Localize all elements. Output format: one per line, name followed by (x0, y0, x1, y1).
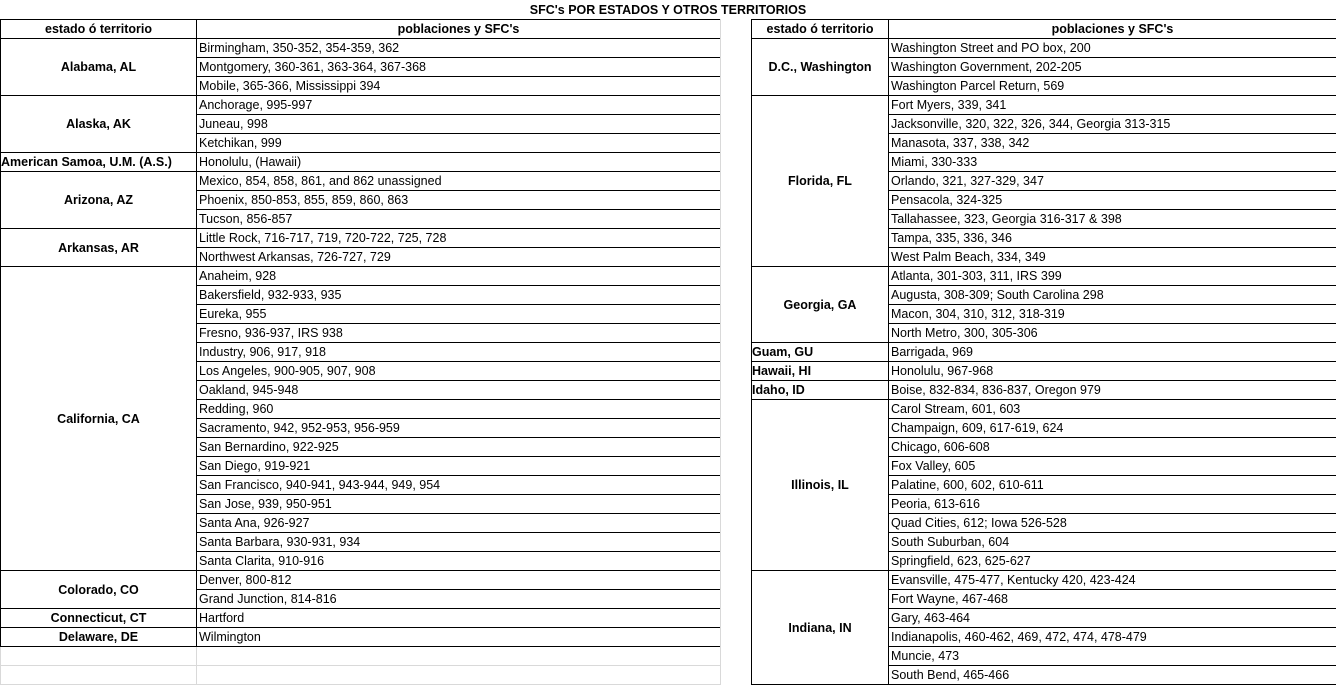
table-row (1, 153, 721, 172)
city-cell: Sacramento, 942, 952-953, 956-959 (197, 419, 721, 438)
city-cell: Springfield, 623, 625-627 (889, 552, 1336, 571)
state-cell: Delaware, DE (1, 628, 197, 647)
city-cell: Little Rock, 716-717, 719, 720-722, 725, 728 (197, 229, 721, 248)
state-cell: Florida, FL (752, 96, 889, 267)
empty-cell (1, 666, 197, 685)
table-row (752, 400, 1336, 419)
city-cell: Fox Valley, 605 (889, 457, 1336, 476)
city-cell: Hartford (197, 609, 721, 628)
city-cell: Indianapolis, 460-462, 469, 472, 474, 478-479 (889, 628, 1336, 647)
city-cell: Peoria, 613-616 (889, 495, 1336, 514)
city-cell: Anchorage, 995-997 (197, 96, 721, 115)
empty-cell (197, 647, 721, 666)
city-cell: Jacksonville, 320, 322, 326, 344, Georgia 313-315 (889, 115, 1336, 134)
state-cell: American Samoa, U.M. (A.S.) (1, 153, 197, 172)
city-cell: Chicago, 606-608 (889, 438, 1336, 457)
table-row (1, 628, 721, 647)
header-state: estado ó territorio (1, 20, 197, 39)
city-cell: Boise, 832-834, 836-837, Oregon 979 (889, 381, 1336, 400)
state-cell: Arizona, AZ (1, 172, 197, 229)
city-cell: Macon, 304, 310, 312, 318-319 (889, 305, 1336, 324)
state-cell: Arkansas, AR (1, 229, 197, 267)
empty-row (1, 666, 721, 685)
city-cell: Santa Ana, 926-927 (197, 514, 721, 533)
city-cell: Denver, 800-812 (197, 571, 721, 590)
city-cell: Orlando, 321, 327-329, 347 (889, 172, 1336, 191)
state-cell: Illinois, IL (752, 400, 889, 571)
table-row (752, 267, 1336, 286)
city-cell: Quad Cities, 612; Iowa 526-528 (889, 514, 1336, 533)
city-cell: Palatine, 600, 602, 610-611 (889, 476, 1336, 495)
city-cell: South Suburban, 604 (889, 533, 1336, 552)
left-table (0, 19, 721, 685)
city-cell: Wilmington (197, 628, 721, 647)
city-cell: Champaign, 609, 617-619, 624 (889, 419, 1336, 438)
state-cell: D.C., Washington (752, 39, 889, 96)
table-row (752, 362, 1336, 381)
city-cell: Muncie, 473 (889, 647, 1336, 666)
table-row (752, 343, 1336, 362)
city-cell: Mexico, 854, 858, 861, and 862 unassigned (197, 172, 721, 191)
city-cell: Evansville, 475-477, Kentucky 420, 423-424 (889, 571, 1336, 590)
city-cell: Fort Myers, 339, 341 (889, 96, 1336, 115)
city-cell: Tampa, 335, 336, 346 (889, 229, 1336, 248)
city-cell: Carol Stream, 601, 603 (889, 400, 1336, 419)
right-table (751, 19, 1336, 685)
city-cell: Washington Government, 202-205 (889, 58, 1336, 77)
city-cell: Oakland, 945-948 (197, 381, 721, 400)
table-row (1, 39, 721, 58)
table-row (1, 96, 721, 115)
spacer-column (720, 19, 752, 683)
city-cell: Augusta, 308-309; South Carolina 298 (889, 286, 1336, 305)
state-cell: Indiana, IN (752, 571, 889, 685)
city-cell: Los Angeles, 900-905, 907, 908 (197, 362, 721, 381)
city-cell: Anaheim, 928 (197, 267, 721, 286)
table-row (1, 267, 721, 286)
city-cell: Grand Junction, 814-816 (197, 590, 721, 609)
header-cities: poblaciones y SFC's (197, 20, 721, 39)
city-cell: Tallahassee, 323, Georgia 316-317 & 398 (889, 210, 1336, 229)
empty-cell (1, 647, 197, 666)
city-cell: Phoenix, 850-853, 855, 859, 860, 863 (197, 191, 721, 210)
city-cell: South Bend, 465-466 (889, 666, 1336, 685)
city-cell: Santa Barbara, 930-931, 934 (197, 533, 721, 552)
state-cell: Idaho, ID (752, 381, 889, 400)
state-cell: Georgia, GA (752, 267, 889, 343)
state-cell: Connecticut, CT (1, 609, 197, 628)
state-cell: Hawaii, HI (752, 362, 889, 381)
table-row (752, 571, 1336, 590)
city-cell: Industry, 906, 917, 918 (197, 343, 721, 362)
city-cell: Mobile, 365-366, Mississippi 394 (197, 77, 721, 96)
table-row (752, 381, 1336, 400)
city-cell: Tucson, 856-857 (197, 210, 721, 229)
city-cell: Miami, 330-333 (889, 153, 1336, 172)
city-cell: San Bernardino, 922-925 (197, 438, 721, 457)
city-cell: Fresno, 936-937, IRS 938 (197, 324, 721, 343)
state-cell: Guam, GU (752, 343, 889, 362)
table-row (1, 609, 721, 628)
city-cell: Juneau, 998 (197, 115, 721, 134)
city-cell: Santa Clarita, 910-916 (197, 552, 721, 571)
table-row (752, 96, 1336, 115)
city-cell: Atlanta, 301-303, 311, IRS 399 (889, 267, 1336, 286)
city-cell: Eureka, 955 (197, 305, 721, 324)
city-cell: Fort Wayne, 467-468 (889, 590, 1336, 609)
table-row (752, 39, 1336, 58)
city-cell: Barrigada, 969 (889, 343, 1336, 362)
city-cell: San Jose, 939, 950-951 (197, 495, 721, 514)
city-cell: Bakersfield, 932-933, 935 (197, 286, 721, 305)
city-cell: San Francisco, 940-941, 943-944, 949, 954 (197, 476, 721, 495)
city-cell: Ketchikan, 999 (197, 134, 721, 153)
empty-cell (197, 666, 721, 685)
city-cell: Manasota, 337, 338, 342 (889, 134, 1336, 153)
state-cell: California, CA (1, 267, 197, 571)
empty-row (1, 647, 721, 666)
city-cell: Pensacola, 324-325 (889, 191, 1336, 210)
city-cell: Redding, 960 (197, 400, 721, 419)
city-cell: Honolulu, 967-968 (889, 362, 1336, 381)
city-cell: Northwest Arkansas, 726-727, 729 (197, 248, 721, 267)
table-row (1, 172, 721, 191)
table-row (1, 229, 721, 248)
city-cell: Washington Parcel Return, 569 (889, 77, 1336, 96)
header-cities: poblaciones y SFC's (889, 20, 1336, 39)
city-cell: Honolulu, (Hawaii) (197, 153, 721, 172)
city-cell: Montgomery, 360-361, 363-364, 367-368 (197, 58, 721, 77)
city-cell: Washington Street and PO box, 200 (889, 39, 1336, 58)
city-cell: San Diego, 919-921 (197, 457, 721, 476)
page-title: SFC's POR ESTADOS Y OTROS TERRITORIOS (0, 1, 1336, 19)
city-cell: Gary, 463-464 (889, 609, 1336, 628)
table-row (1, 571, 721, 590)
city-cell: West Palm Beach, 334, 349 (889, 248, 1336, 267)
state-cell: Colorado, CO (1, 571, 197, 609)
state-cell: Alaska, AK (1, 96, 197, 153)
city-cell: Birmingham, 350-352, 354-359, 362 (197, 39, 721, 58)
state-cell: Alabama, AL (1, 39, 197, 96)
city-cell: North Metro, 300, 305-306 (889, 324, 1336, 343)
header-state: estado ó territorio (752, 20, 889, 39)
